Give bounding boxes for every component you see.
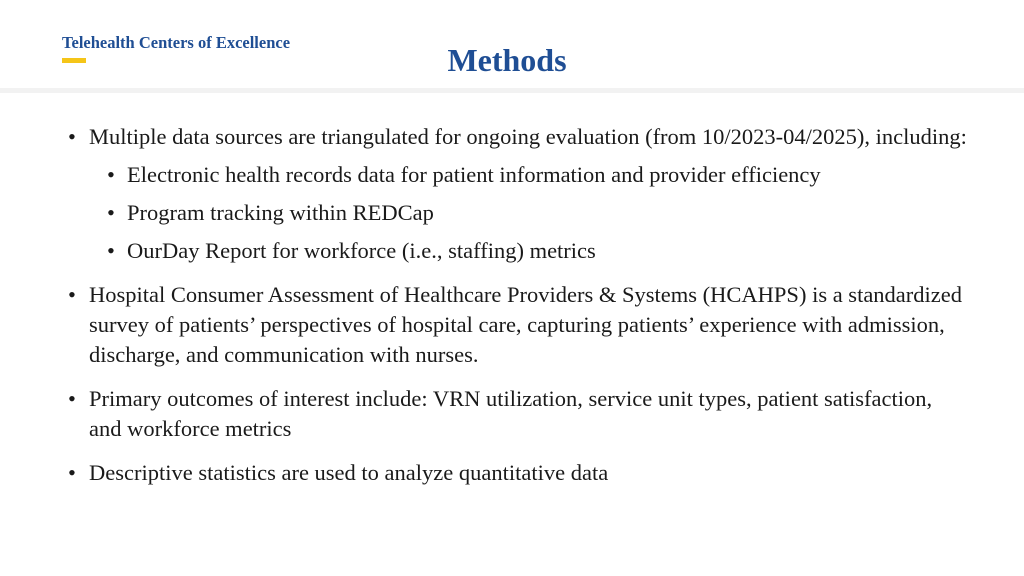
bullet-text: Primary outcomes of interest include: VRN utilization, service unit types, patient satisfaction, and workforce metrics bbox=[89, 386, 933, 441]
bullet-text: Hospital Consumer Assessment of Healthcare Providers & Systems (HCAHPS) is a standardized survey of patients’ perspectives of hospital care, capturing patients’ experience with admission, discharge, and communication with nurses. bbox=[89, 282, 963, 367]
sub-bullet-item bbox=[68, 236, 968, 266]
sub-bullet-item bbox=[68, 160, 968, 190]
page-title: Methods bbox=[447, 42, 567, 78]
bullet-dot-icon: • bbox=[107, 162, 115, 187]
bullet-item bbox=[68, 458, 968, 488]
sub-bullet-item bbox=[68, 198, 968, 228]
sub-bullet-text: OurDay Report for workforce (i.e., staffing) metrics bbox=[127, 238, 596, 263]
bullet-dot-icon: • bbox=[68, 386, 76, 411]
sub-bullet-text: Electronic health records data for patient information and provider efficiency bbox=[127, 162, 821, 187]
bullet-text: Descriptive statistics are used to analyze quantitative data bbox=[89, 460, 609, 485]
bullet-dot-icon: • bbox=[68, 460, 76, 485]
sub-bullet-text: Program tracking within REDCap bbox=[127, 200, 434, 225]
bullet-dot-icon: • bbox=[107, 238, 115, 263]
bullet-dot-icon: • bbox=[107, 200, 115, 225]
slide-header bbox=[0, 0, 1024, 88]
bullet-item bbox=[68, 280, 968, 370]
bullet-text: Multiple data sources are triangulated for ongoing evaluation (from 10/2023-04/2025), including: bbox=[89, 124, 967, 149]
bullet-item bbox=[68, 122, 968, 152]
slide-content bbox=[68, 122, 968, 488]
brand-logo-text: Telehealth Centers of Excellence bbox=[62, 33, 291, 52]
bullet-item bbox=[68, 384, 968, 444]
bullet-dot-icon: • bbox=[68, 124, 76, 149]
bullet-dot-icon: • bbox=[68, 282, 76, 307]
header-divider bbox=[0, 88, 1024, 93]
